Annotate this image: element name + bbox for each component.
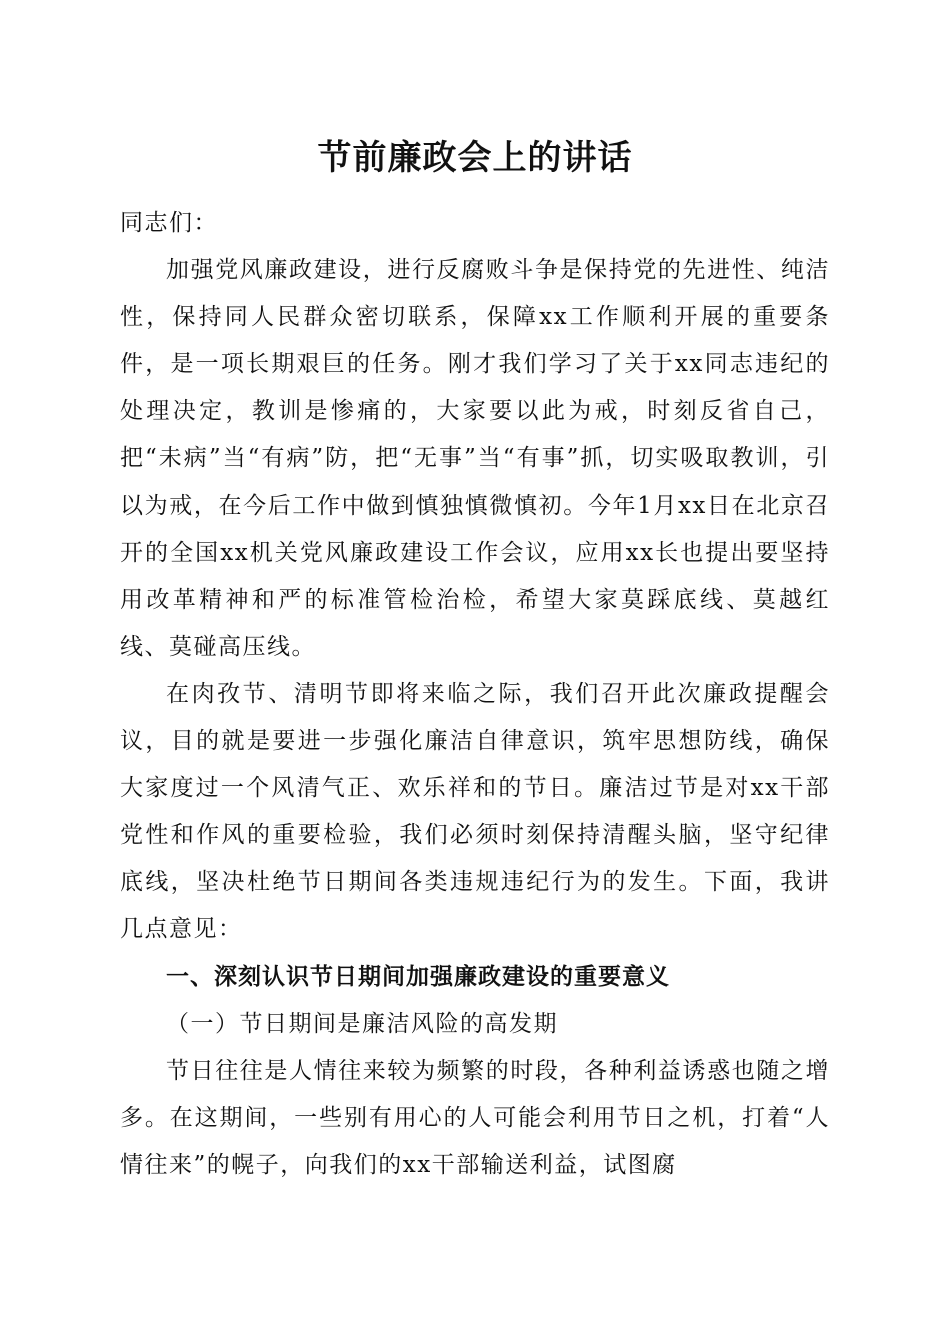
- document-body: [120, 200, 830, 1189]
- section-heading-1: 一、深刻认识节日期间加强廉政建设的重要意义: [166, 963, 670, 990]
- paragraph-1: 加强党风廉政建设，进行反腐败斗争是保持党的先进性、纯洁性，保持同人民群众密切联系，保障xx工作顺利开展的重要条件，是一项长期艰巨的任务。刚才我们学习了关于xx同志违纪的处理决定，教训是惨痛的，大家要以此为戒，时刻反省自己，把“未病”当“有病”防，把“无事”当“有事”抓，切实吸取教训，引以为戒，在今后工作中做到慎独慎微慎初。今年1月xx日在北京召开的全国xx机关党风廉政建设工作会议，应用xx长也提出要坚持用改革精神和严的标准管检治检，希望大家莫踩底线、莫越红线、莫碰高压线。: [120, 257, 830, 660]
- paragraph-3: 节日往往是人情往来较为频繁的时段，各种利益诱惑也随之增多。在这期间，一些别有用心的人可能会利用节日之机，打着“人情往来”的幌子，向我们的xx干部输送利益，试图腐: [120, 1057, 830, 1178]
- document-title: 节前廉政会上的讲话: [317, 138, 633, 178]
- subsection-heading-1: （一）节日期间是廉洁风险的高发期: [166, 1010, 558, 1037]
- salutation: 同志们：: [120, 210, 218, 236]
- paragraph-2: 在肉孜节、清明节即将来临之际，我们召开此次廉政提醒会议，目的就是要进一步强化廉洁自律意识，筑牢思想防线，确保大家度过一个风清气正、欢乐祥和的节日。廉洁过节是对xx干部党性和作风的重要检验，我们必须时刻保持清醒头脑，坚守纪律底线，坚决杜绝节日期间各类违规违纪行为的发生。下面，我讲几点意见：: [120, 680, 830, 943]
